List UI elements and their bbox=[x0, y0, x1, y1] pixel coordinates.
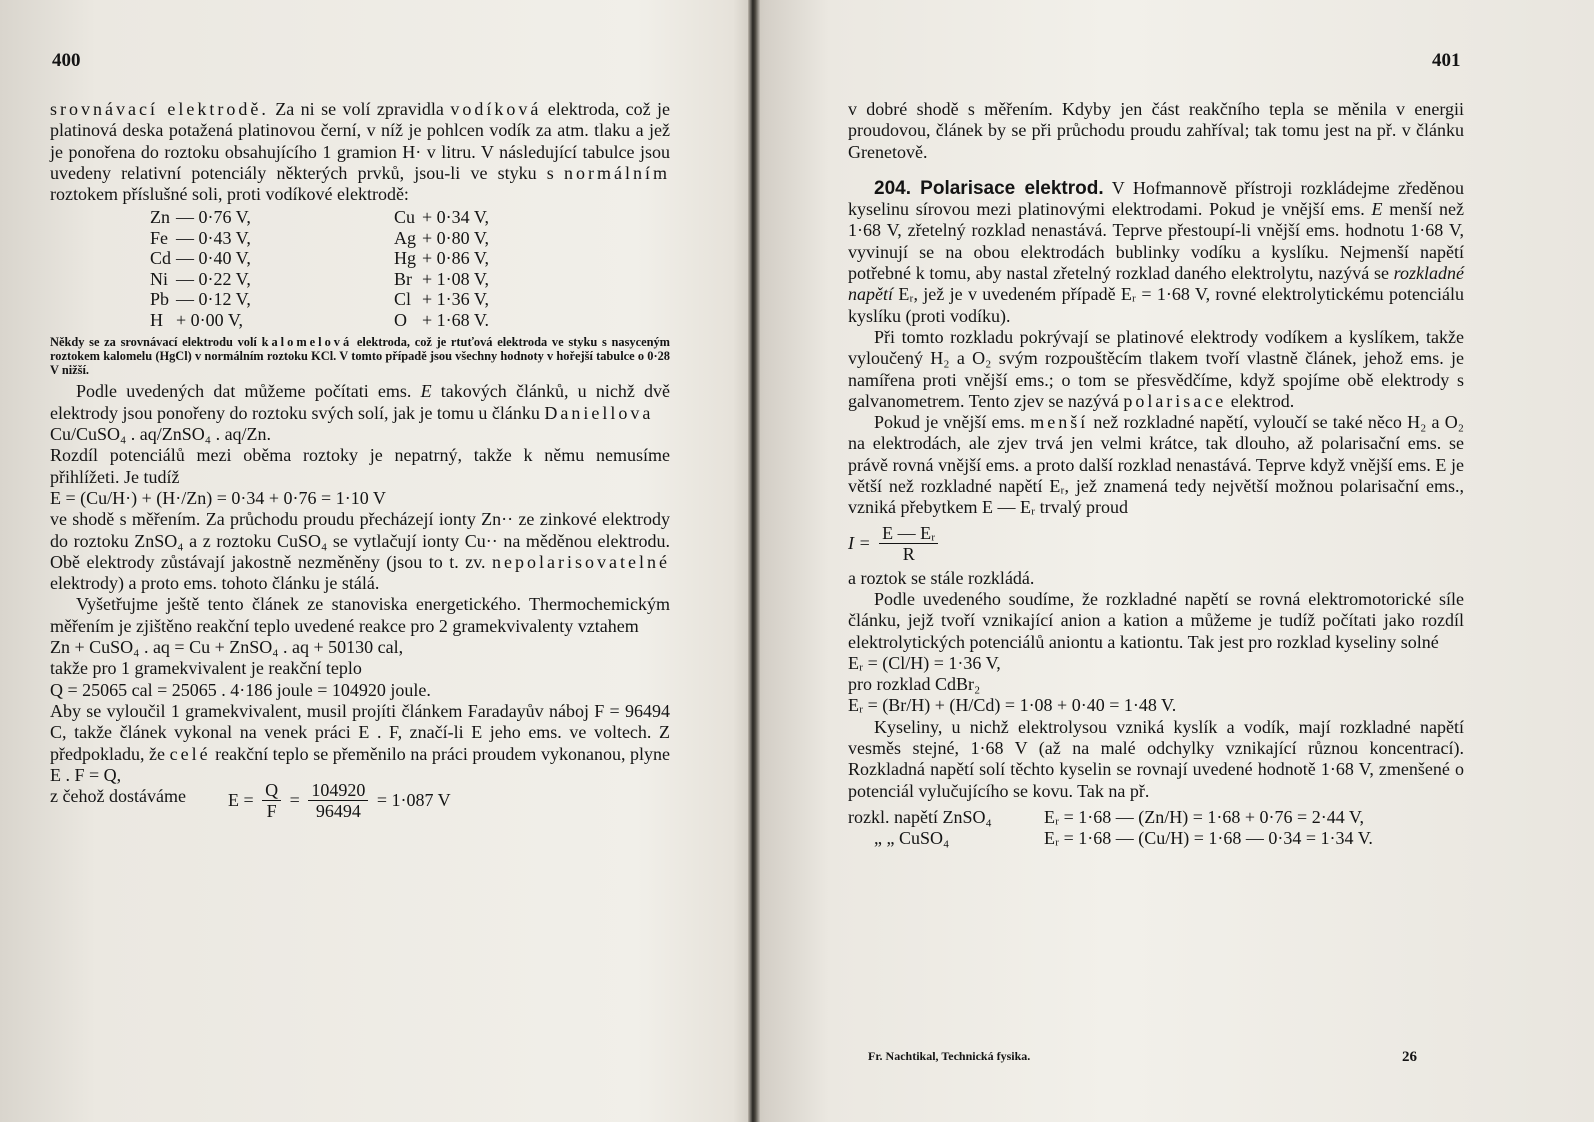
left-text-block bbox=[50, 99, 670, 832]
left-page bbox=[0, 0, 740, 1122]
potential-cell: — 0·40 V, bbox=[176, 248, 251, 269]
paragraph: a roztok se stále rozkládá. bbox=[848, 567, 1035, 588]
paragraph: Pokud je vnější ems. menší než rozkladné napětí, vyloučí se také něco H₂ a O₂ na elektrodách, ale zjev trvá jen velmi krátce, tak dlouho, až polarisační ems. se právě rovná vnější ems. a proto další rozklad nenastává. Teprve když vnější ems. E je větší než rozkladné napětí Eᵣ, jež znamená tedy největší možnou polarisační ems., vzniká přebytkem E — Eᵣ trvalý proud bbox=[848, 412, 1464, 518]
equation-row: rozkl. napětí ZnSO₄ Eᵣ = 1·68 — (Zn/H) = 1·68 + 0·76 = 2·44 V, bbox=[848, 806, 1365, 827]
equation-current: I = $\frac{\text{E — Eᵣ}}{R}$ bbox=[848, 523, 1464, 564]
potential-row bbox=[150, 269, 489, 290]
paragraph: srovnávací elektrodě. Za ni se volí zpravidla vodíková elektroda, což je platinová deska potažená platinovou černí, v níž je pohlcen vodík za atm. tlaku a jež je ponořena do roztoku obsahujícího 1 gramion H· v litru. V následující tabulce jsou uvedeny relativní potenciály některých prvků, jsou-li ve styku s normálním roztokem příslušné soli, proti vodíkové elektrodě: bbox=[50, 99, 670, 205]
paragraph: ve shodě s měřením. Za průchodu proudu přecházejí ionty Zn·· ze zinkové elektrody do roztoku ZnSO₄ a z roztoku CuSO₄ se vytlačují ionty Cu·· na měděnou elektrodu. Obě elektrody zůstávají jakostně nezměněny (jsou to t. zv. nepolarisovatelné elektrody) a proto ems. tohoto článku je stálá. bbox=[50, 509, 670, 594]
right-text-block bbox=[848, 99, 1464, 850]
potential-cell: + 1·36 V, bbox=[422, 289, 489, 310]
footer-author: Fr. Nachtikal, Technická fysika. bbox=[868, 1049, 1031, 1063]
paragraph: Aby se vyloučil 1 gramekvivalent, musil projíti článkem Faradayův náboj F = 96494 C, takže článek vykonal na venek práci E . F, značí-li E jeho ems. ve voltech. Z předpokladu, že celé reakční teplo se přeměnilo na práci proudem vykonanou, plyne E . F = Q, bbox=[50, 700, 671, 785]
paragraph: Při tomto rozkladu pokrývají se platinové elektrody vodíkem a kyslíkem, takže vyloučený H₂ a O₂ svým rozpouštěcím tlakem tvoří vlastně článek, jehož ems. je namířena proti vnější ems.; o tom se přesvědčíme, když spojíme obě elektrody s galvanometrem. Tento zjev se nazývá polarisace elektrod. bbox=[848, 326, 1464, 411]
potential-cell: — 0·43 V, bbox=[176, 227, 251, 248]
equation: Eᵣ = (Cl/H) = 1·36 V, bbox=[848, 652, 1001, 673]
potential-cell: — 0·22 V, bbox=[176, 268, 251, 289]
potential-cell: Cd bbox=[150, 248, 172, 269]
potential-cell: Cl bbox=[394, 289, 412, 310]
potential-row bbox=[150, 207, 489, 228]
potential-cell: + 0·00 V, bbox=[176, 309, 243, 330]
potential-cell: Br bbox=[394, 268, 412, 289]
signature-mark: 26 bbox=[1402, 1049, 1417, 1065]
section-heading: 204. Polarisace elektrod. bbox=[874, 177, 1104, 199]
paragraph: Rozdíl potenciálů mezi oběma roztoky je nepatrný, takže k němu nemusíme přihlížeti. Je tudíž bbox=[50, 445, 670, 487]
potential-cell: + 1·08 V, bbox=[422, 268, 489, 289]
potential-cell: H bbox=[150, 309, 163, 330]
potential-cell: — 0·76 V, bbox=[176, 207, 251, 228]
potential-cell: + 1·68 V. bbox=[422, 309, 489, 330]
potential-row bbox=[150, 248, 489, 269]
equation: Q = 25065 cal = 25065 . 4·186 joule = 104920 joule. bbox=[50, 679, 431, 700]
potential-cell: Pb bbox=[150, 289, 170, 310]
page-number-right: 401 bbox=[1432, 50, 1461, 71]
paragraph: Kyseliny, u nichž elektrolysou vzniká kyslík a vodík, mají rozkladné napětí vesměs stejné, 1·68 V (až na malé odchylky vznikající různou koncentrací). Rozkladná napětí solí těchto kyselin se rovnají uvedené hodnotě 1·68 V, zmenšené o potenciál vylučujícího se kovu. Tak na př. bbox=[848, 716, 1464, 801]
potential-row bbox=[150, 289, 489, 310]
paragraph: pro rozklad CdBr₂ bbox=[848, 674, 981, 695]
potential-cell: + 0·34 V, bbox=[422, 207, 489, 228]
potential-cell: Zn bbox=[150, 207, 170, 228]
potential-row bbox=[150, 310, 489, 331]
paragraph: takže pro 1 gramekvivalent je reakční teplo bbox=[50, 658, 362, 679]
equation: Eᵣ = (Br/H) + (H/Cd) = 1·08 + 0·40 = 1·48 V. bbox=[848, 695, 1177, 716]
potential-cell: O bbox=[394, 309, 407, 330]
paragraph: v dobré shodě s měřením. Kdyby jen část reakčního tepla se měnila v energii proudovou, článek by se při průchodu proudu zahříval; tak tomu jest na př. v článku Grenetově. bbox=[848, 99, 1464, 162]
paragraph: Vyšetřujme ještě tento článek ze stanoviska energetického. Thermochemickým měřením je zjištěno reakční teplo uvedené reakce pro 2 gramekvivalenty vztahem bbox=[50, 594, 670, 636]
potential-cell: Cu bbox=[394, 207, 416, 228]
paragraph: Podle uvedených dat můžeme počítati ems. E takových článků, u nichž dvě elektrody jsou ponořeny do roztoku svých solí, jak je tomu u článku Daniellova bbox=[50, 381, 671, 423]
potential-cell: Hg bbox=[394, 248, 416, 269]
potential-cell: + 0·86 V, bbox=[422, 248, 489, 269]
paragraph: Podle uvedeného soudíme, že rozkladné napětí se rovná elektromotorické síle článku, jejž tvoří vznikající anion a kation a můžeme je tudíž počítati jako rozdíl elektrolytických potenciálů aniontu a kationtu. Tak jest pro rozklad kyseliny solné bbox=[848, 588, 1464, 652]
paragraph: 204. Polarisace elektrod. V Hofmannově přístroji rozkládejme zředěnou kyselinu sírovou mezi platinovými elektrodami. Pokud je vnější ems. E menší než 1·68 V, zřetelný rozklad nenastává. Teprve přestoupí-li vnější ems. hodnotu 1·68 V, vyvinují se na obou elektrodách bublinky vodíku a kyslíku. Nejmenší napětí potřebné k tomu, aby nastal zřetelný rozklad daného elektrolytu, nazývá se rozkladné napětí Eᵣ, jež je v uvedeném případě Eᵣ = 1·68 V, rovné elektrolytickému potenciálu kyslíku (proti vodíku). bbox=[848, 177, 1465, 326]
book-gutter bbox=[748, 0, 760, 1122]
footnote: Někdy se za srovnávací elektrodu volí kalomelová elektroda, což je rtuťová elektroda ve styku s nasyceným roztokem kalomelu (HgCl) v normálním roztoku KCl. V tomto případě jsou všechny hodnoty v hořejší tabulce o 0·28 V nižší. bbox=[50, 335, 670, 378]
potential-cell: Ni bbox=[150, 268, 168, 289]
equation: Cu/CuSO₄ . aq/ZnSO₄ . aq/Zn. bbox=[50, 424, 272, 445]
potential-row bbox=[150, 228, 489, 249]
right-page bbox=[768, 0, 1594, 1122]
page-number-left: 400 bbox=[52, 50, 81, 71]
potential-cell: + 0·80 V, bbox=[422, 227, 489, 248]
potential-cell: Ag bbox=[394, 227, 416, 248]
fraction-equation: E = $\frac{Q}{F}$ = $\frac{104920}{96494}$ = 1·087 V bbox=[228, 780, 451, 822]
equation: Zn + CuSO₄ . aq = Cu + ZnSO₄ . aq + 50130 cal, bbox=[50, 637, 404, 658]
potential-cell: — 0·12 V, bbox=[176, 289, 251, 310]
equation-row: „ „ CuSO₄ Eᵣ = 1·68 — (Cu/H) = 1·68 — 0·34 = 1·34 V. bbox=[874, 828, 1373, 849]
final-equation: z čehož dostáváme E = $\frac{Q}{F}$ = $\frac{104920}{96494}$ = 1·087 V bbox=[50, 780, 451, 822]
equation: E = (Cu/H·) + (H·/Zn) = 0·34 + 0·76 = 1·10 V bbox=[50, 487, 386, 508]
potentials-table bbox=[150, 207, 489, 330]
potential-cell: Fe bbox=[150, 227, 168, 248]
